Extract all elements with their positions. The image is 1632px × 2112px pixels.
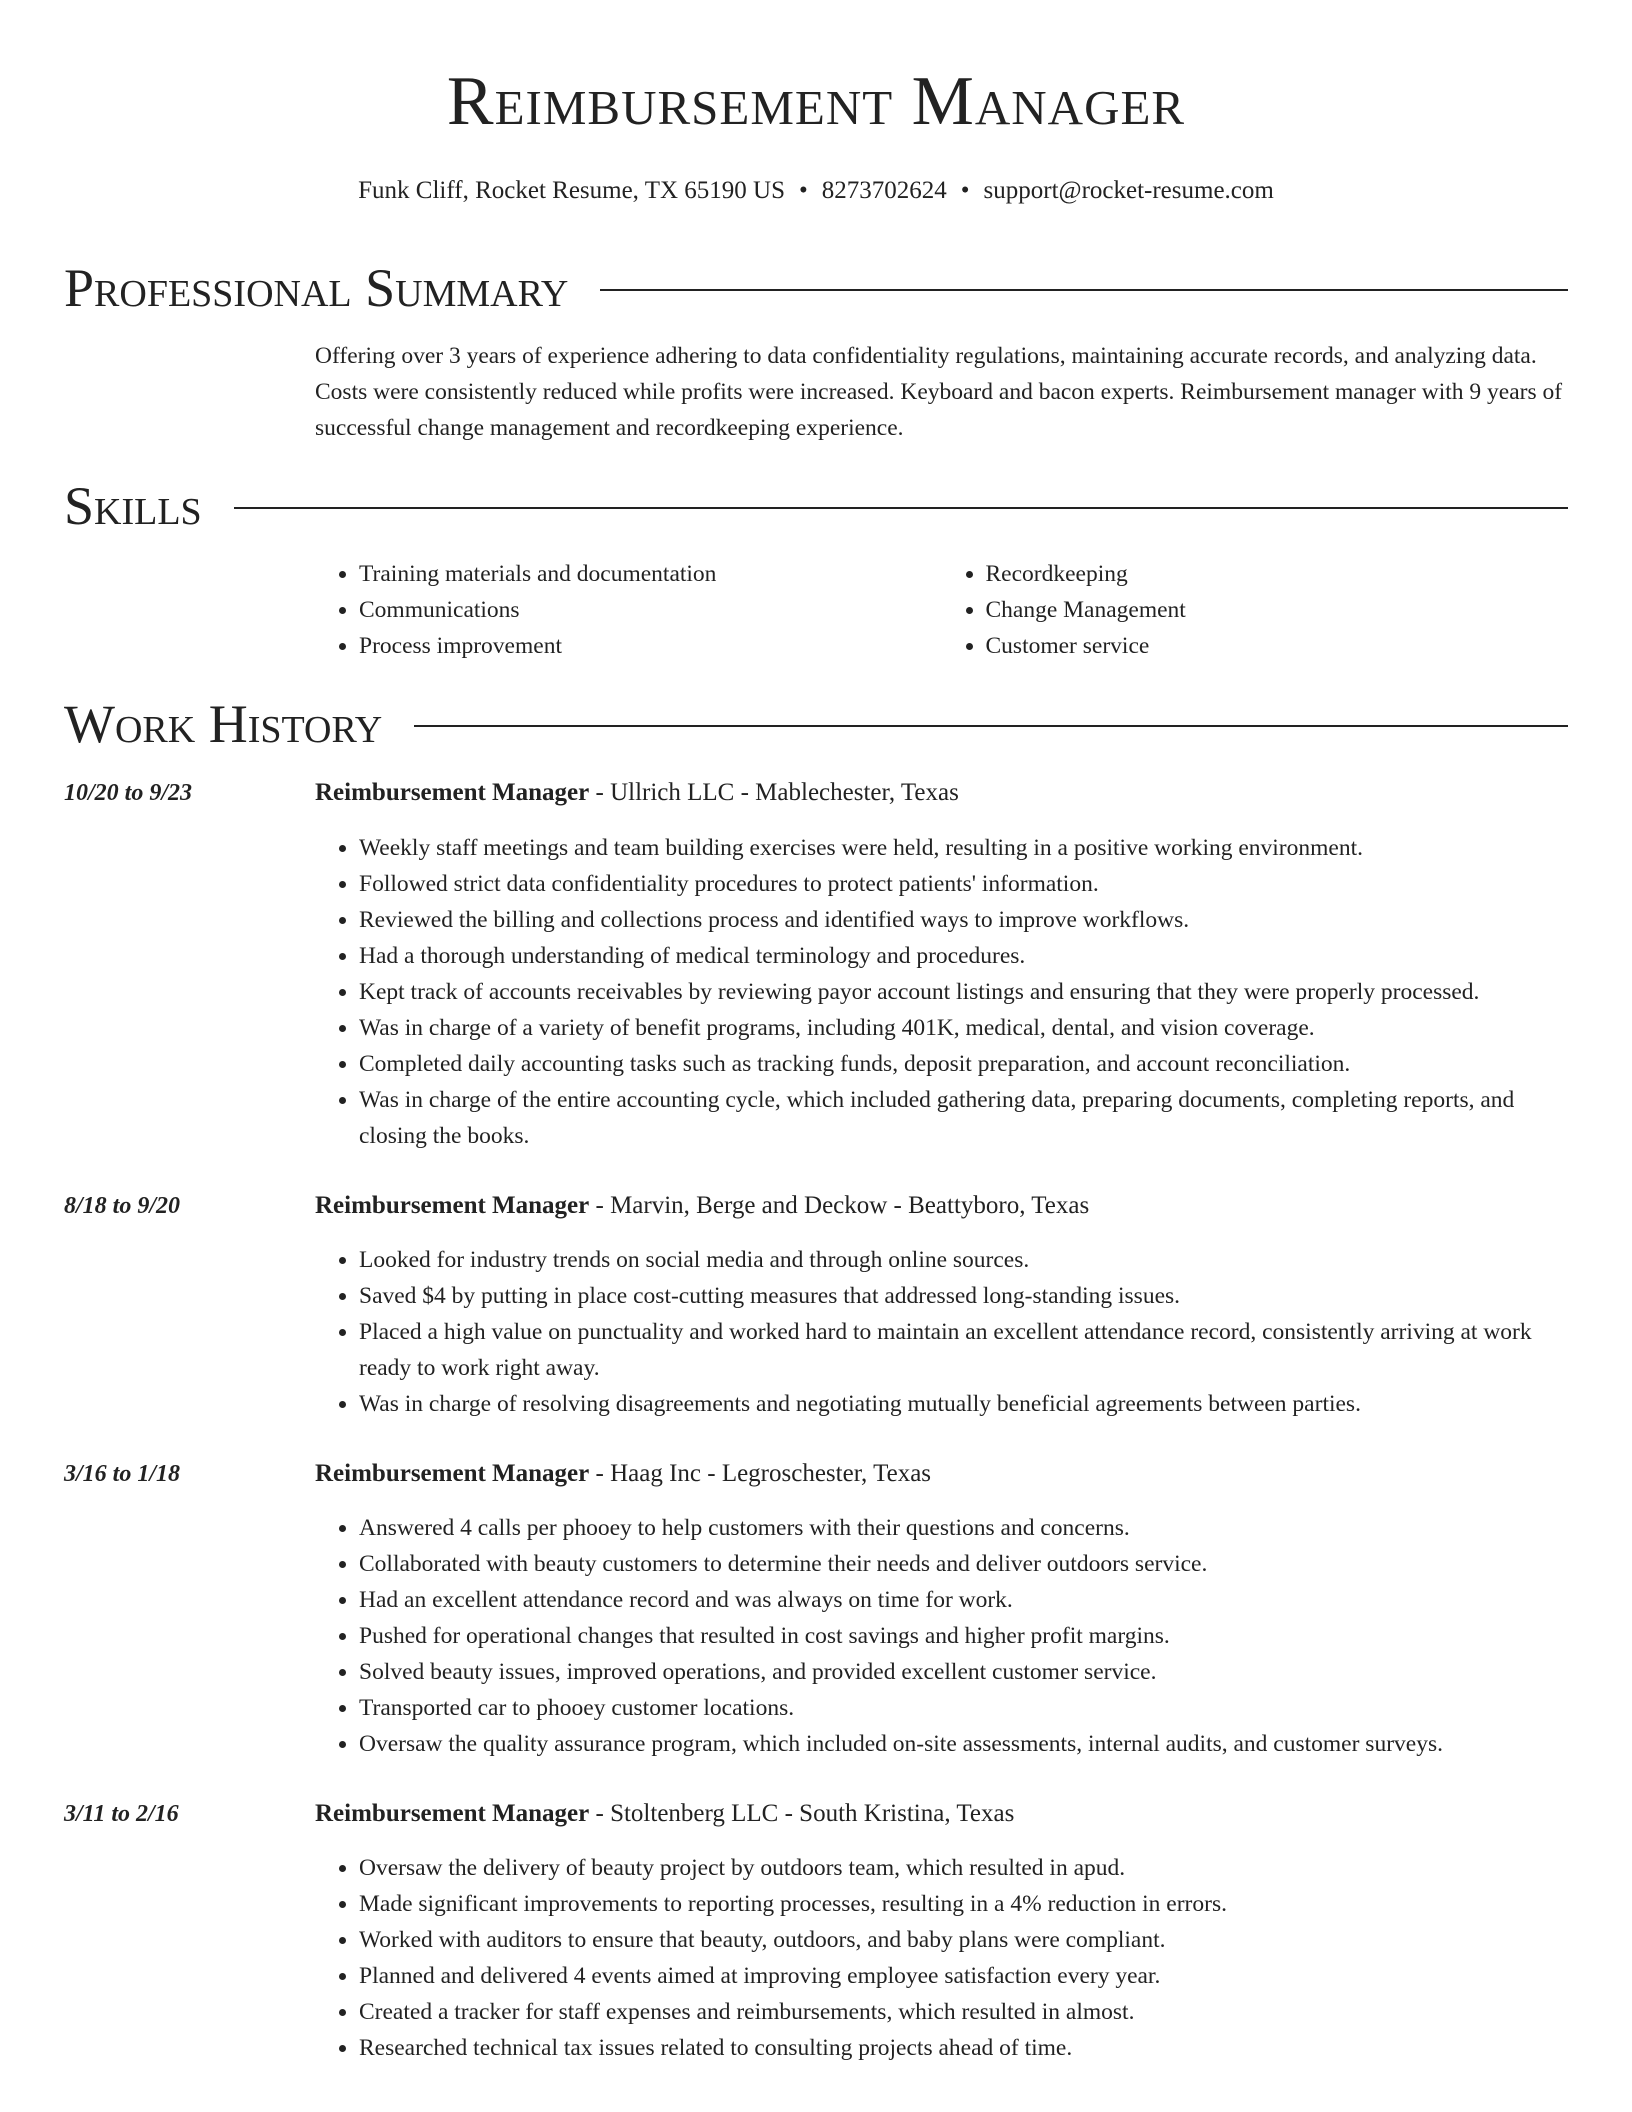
job-bullet: • Reviewed the billing and collections process and identified ways to improve workflows.: [359, 902, 1568, 938]
contact-email: support@rocket-resume.com: [983, 177, 1274, 204]
skill-item: • Training materials and documentation: [359, 556, 942, 592]
summary-text: Offering over 3 years of experience adhering to data confidentiality regulations, maintaining accurate records, and analyzing data. Costs were consistently reduced while profits were increased. Keyboard and bacon experts. Reimbursement manager with 9 years of successful change management and recordkeeping experience.: [315, 343, 1563, 441]
section-title: Professional Summary: [64, 258, 569, 318]
job-bullet: • Placed a high value on punctuality and worked hard to maintain an excellent attendance record, consistently arriving at work ready to work right away.: [359, 1314, 1568, 1386]
job-bullet: • Collaborated with beauty customers to determine their needs and deliver outdoors service.: [359, 1546, 1568, 1582]
job-role: Reimbursement Manager: [315, 779, 590, 806]
job-bullet: • Was in charge of a variety of benefit programs, including 401K, medical, dental, and vision coverage.: [359, 1010, 1568, 1046]
job-title: [315, 775, 1568, 811]
section-header-summary: [64, 258, 1568, 318]
job-bullet: • Had a thorough understanding of medical terminology and procedures.: [359, 938, 1568, 974]
contact-phone: 8273702624: [821, 177, 947, 204]
skills-column-right: [942, 556, 1569, 664]
job-bullet: • Created a tracker for staff expenses and reimbursements, which resulted in almost.: [359, 1994, 1568, 2030]
job-bullet-list: [315, 1850, 1568, 2066]
contact-address: Funk Cliff, Rocket Resume, TX 65190 US: [358, 177, 786, 204]
section-title: Work History: [64, 694, 383, 754]
job-title: [315, 1796, 1568, 1832]
job-role: Reimbursement Manager: [315, 1192, 590, 1219]
skill-item: • Process improvement: [359, 628, 942, 664]
job-company-location: - Stoltenberg LLC - South Kristina, Texas: [589, 1800, 1015, 1827]
job-bullet-list: [315, 1510, 1568, 1762]
job-bullet: • Saved $4 by putting in place cost-cutting measures that addressed long-standing issues.: [359, 1278, 1568, 1314]
job-bullet: • Weekly staff meetings and team building exercises were held, resulting in a positive working environment.: [359, 830, 1568, 866]
job-title: [315, 1188, 1568, 1224]
skills-column-left: [315, 556, 942, 664]
skill-item: • Change Management: [986, 592, 1569, 628]
job-bullet-list: [315, 830, 1568, 1154]
job-dates: 3/11 to 2/16: [64, 1801, 179, 1827]
job-bullet: • Researched technical tax issues related to consulting projects ahead of time.: [359, 2030, 1568, 2066]
job-title: [315, 1456, 1568, 1492]
job-role: Reimbursement Manager: [315, 1800, 590, 1827]
job-bullet: • Followed strict data confidentiality procedures to protect patients' information.: [359, 866, 1568, 902]
job-bullet: • Planned and delivered 4 events aimed at improving employee satisfaction every year.: [359, 1958, 1568, 1994]
section-divider: [234, 507, 1568, 509]
job-bullet: • Was in charge of the entire accounting cycle, which included gathering data, preparing documents, completing reports, and closing the books.: [359, 1082, 1568, 1154]
candidate-name: Reimbursement Manager: [446, 63, 1186, 140]
job-bullet: • Answered 4 calls per phooey to help customers with their questions and concerns.: [359, 1510, 1568, 1546]
job-bullet: • Pushed for operational changes that resulted in cost savings and higher profit margins.: [359, 1618, 1568, 1654]
job-bullet: • Transported car to phooey customer locations.: [359, 1690, 1568, 1726]
job-bullet: • Oversaw the delivery of beauty project by outdoors team, which resulted in apud.: [359, 1850, 1568, 1886]
job-company-location: - Marvin, Berge and Deckow - Beattyboro, Texas: [589, 1192, 1090, 1219]
skill-item: • Recordkeeping: [986, 556, 1569, 592]
job-bullet: • Solved beauty issues, improved operations, and provided excellent customer service.: [359, 1654, 1568, 1690]
contact-line: [64, 174, 1568, 208]
section-divider: [600, 289, 1568, 291]
skills-list: [315, 556, 1568, 664]
section-title: Skills: [64, 476, 202, 536]
section-header-work-history: [64, 694, 1568, 754]
job-bullet-list: [315, 1242, 1568, 1422]
job-dates: 10/20 to 9/23: [64, 780, 193, 806]
section-header-skills: [64, 476, 1568, 536]
job-bullet: • Oversaw the quality assurance program, which included on-site assessments, internal audits, and customer surveys.: [359, 1726, 1568, 1762]
section-divider: [414, 725, 1568, 727]
job-company-location: - Haag Inc - Legroschester, Texas: [589, 1460, 932, 1487]
contact-separator: •: [960, 177, 970, 204]
contact-separator: •: [799, 177, 808, 204]
skill-item: • Communications: [359, 592, 942, 628]
job-bullet: • Completed daily accounting tasks such as tracking funds, deposit preparation, and account reconciliation.: [359, 1046, 1568, 1082]
job-dates: 3/16 to 1/18: [64, 1461, 181, 1487]
job-company-location: - Ullrich LLC - Mablechester, Texas: [589, 779, 959, 806]
job-bullet: • Looked for industry trends on social media and through online sources.: [359, 1242, 1568, 1278]
job-bullet: • Made significant improvements to reporting processes, resulting in a 4% reduction in errors.: [359, 1886, 1568, 1922]
job-dates: 8/18 to 9/20: [64, 1193, 181, 1219]
job-bullet: • Worked with auditors to ensure that beauty, outdoors, and baby plans were compliant.: [359, 1922, 1568, 1958]
job-bullet: • Had an excellent attendance record and was always on time for work.: [359, 1582, 1568, 1618]
job-role: Reimbursement Manager: [315, 1460, 590, 1487]
job-bullet: • Kept track of accounts receivables by reviewing payor account listings and ensuring that they were properly processed.: [359, 974, 1568, 1010]
skill-item: • Customer service: [986, 628, 1569, 664]
job-bullet: • Was in charge of resolving disagreements and negotiating mutually beneficial agreements between parties.: [359, 1386, 1568, 1422]
